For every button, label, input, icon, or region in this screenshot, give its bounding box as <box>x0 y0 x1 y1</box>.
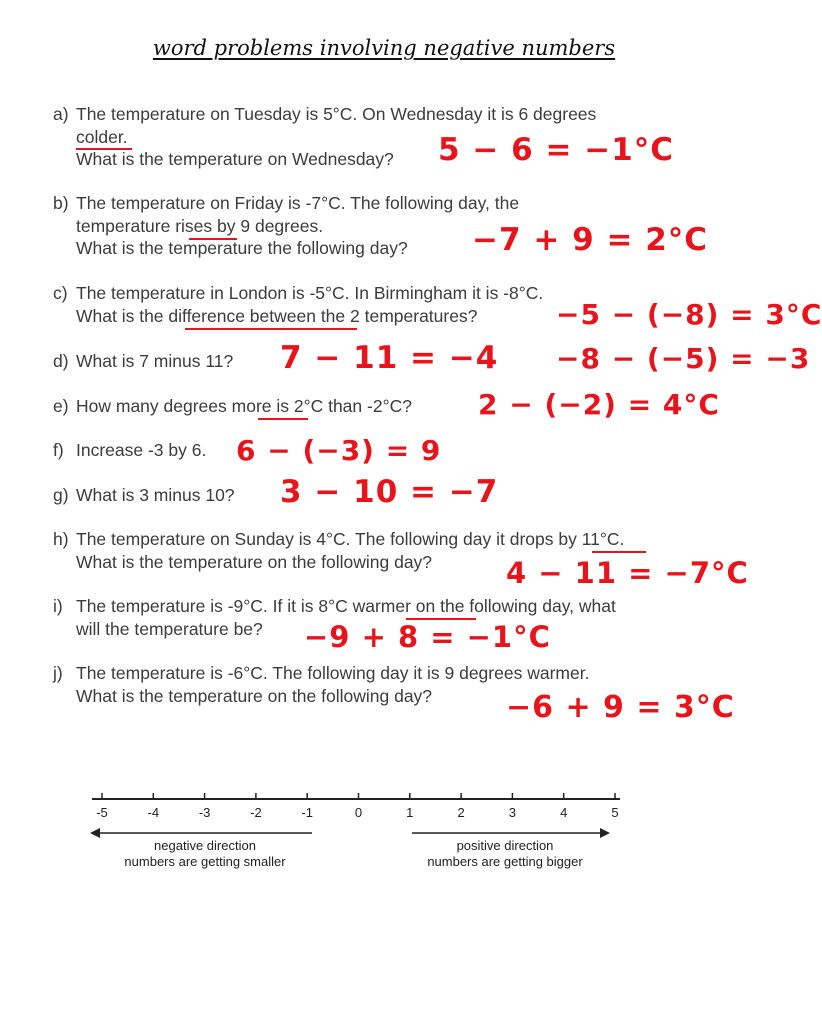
question-g <box>53 484 235 507</box>
positive-caption-2: numbers are getting bigger <box>427 854 583 869</box>
question-text: What is the temperature on the following day? <box>76 551 433 572</box>
red-underline <box>185 328 357 330</box>
answer-j: −6 + 9 = 3°C <box>506 690 735 725</box>
number-line <box>80 782 640 882</box>
question-text: The temperature is -6°C. The following day it is 9 degrees warmer. <box>76 663 590 683</box>
number-line-tick-label: -4 <box>147 805 160 820</box>
positive-caption-1: positive direction <box>456 838 554 853</box>
question-text: The temperature on Tuesday is 5°C. On Wednesday it is 6 degrees <box>76 104 597 124</box>
number-line-tick-label: -3 <box>198 805 211 820</box>
question-f <box>53 439 206 462</box>
red-underline <box>592 551 646 553</box>
answer-c-crossed: −8 − (−5) = −3 <box>556 342 811 375</box>
negative-caption-1: negative direction <box>154 838 256 853</box>
number-line-tick-label: 3 <box>508 805 517 820</box>
question-text: temperature rises by 9 degrees. <box>76 215 324 236</box>
question-text: How many degrees more is 2°C than -2°C? <box>76 396 412 416</box>
answer-e: 2 − (−2) = 4°C <box>478 388 720 421</box>
question-b <box>53 192 519 260</box>
question-text: What is the temperature on Wednesday? <box>76 149 394 169</box>
question-e <box>53 395 412 418</box>
question-text: The temperature on Friday is -7°C. The following day, the <box>76 193 520 213</box>
question-text: Increase -3 by 6. <box>76 440 207 460</box>
question-text: The temperature is -9°C. If it is 8°C warmer on the following day, what <box>76 596 616 616</box>
answer-c: −5 − (−8) = 3°C <box>556 298 822 331</box>
red-underline <box>258 418 308 420</box>
negative-arrowhead <box>90 828 100 838</box>
answer-g: 3 − 10 = −7 <box>280 474 499 510</box>
question-label: h) <box>53 529 69 549</box>
positive-arrowhead <box>600 828 610 838</box>
question-label: e) <box>53 396 69 416</box>
negative-caption-2: numbers are getting smaller <box>124 854 286 869</box>
question-label: i) <box>53 596 63 616</box>
worksheet-title: word problems involving negative numbers <box>152 36 616 60</box>
number-line-tick-label: 1 <box>406 805 414 820</box>
question-text: What is the temperature on the following day? <box>76 685 433 706</box>
answer-d: 7 − 11 = −4 <box>280 340 499 376</box>
number-line-tick-label: 2 <box>457 805 465 820</box>
number-line-tick-label: 4 <box>560 805 568 820</box>
number-line-tick-label: 0 <box>354 805 363 820</box>
question-text: The temperature in London is -5°C. In Birmingham it is -8°C. <box>76 283 544 303</box>
question-text: What is the difference between the 2 temperatures? <box>76 305 478 326</box>
question-label: c) <box>53 283 68 303</box>
number-line-tick-label: -2 <box>250 805 262 820</box>
question-d <box>53 350 233 373</box>
number-line-graphic <box>80 782 640 882</box>
red-underline <box>189 238 237 240</box>
question-text: What is the temperature the following day? <box>76 238 408 258</box>
answer-h: 4 − 11 = −7°C <box>506 556 749 590</box>
answer-a: 5 − 6 = −1°C <box>438 132 675 168</box>
answer-i: −9 + 8 = −1°C <box>304 620 551 654</box>
question-label: j) <box>53 663 63 683</box>
question-text: What is 7 minus 11? <box>76 351 234 371</box>
question-label: g) <box>53 485 69 505</box>
number-line-tick-label: -1 <box>301 805 313 820</box>
question-label: b) <box>53 193 69 213</box>
question-text: The temperature on Sunday is 4°C. The following day it drops by 11°C. <box>76 529 625 549</box>
question-text: colder. <box>76 126 128 147</box>
red-underline <box>76 148 132 150</box>
question-text: What is 3 minus 10? <box>76 485 235 505</box>
answer-f: 6 − (−3) = 9 <box>236 434 442 467</box>
answer-b: −7 + 9 = 2°C <box>472 222 709 258</box>
number-line-tick-label: -5 <box>96 805 108 820</box>
number-line-tick-label: 5 <box>611 805 619 820</box>
question-c <box>53 282 543 327</box>
question-text: will the temperature be? <box>76 618 263 639</box>
question-label: d) <box>53 351 69 371</box>
question-label: a) <box>53 104 69 124</box>
question-label: f) <box>53 440 64 460</box>
